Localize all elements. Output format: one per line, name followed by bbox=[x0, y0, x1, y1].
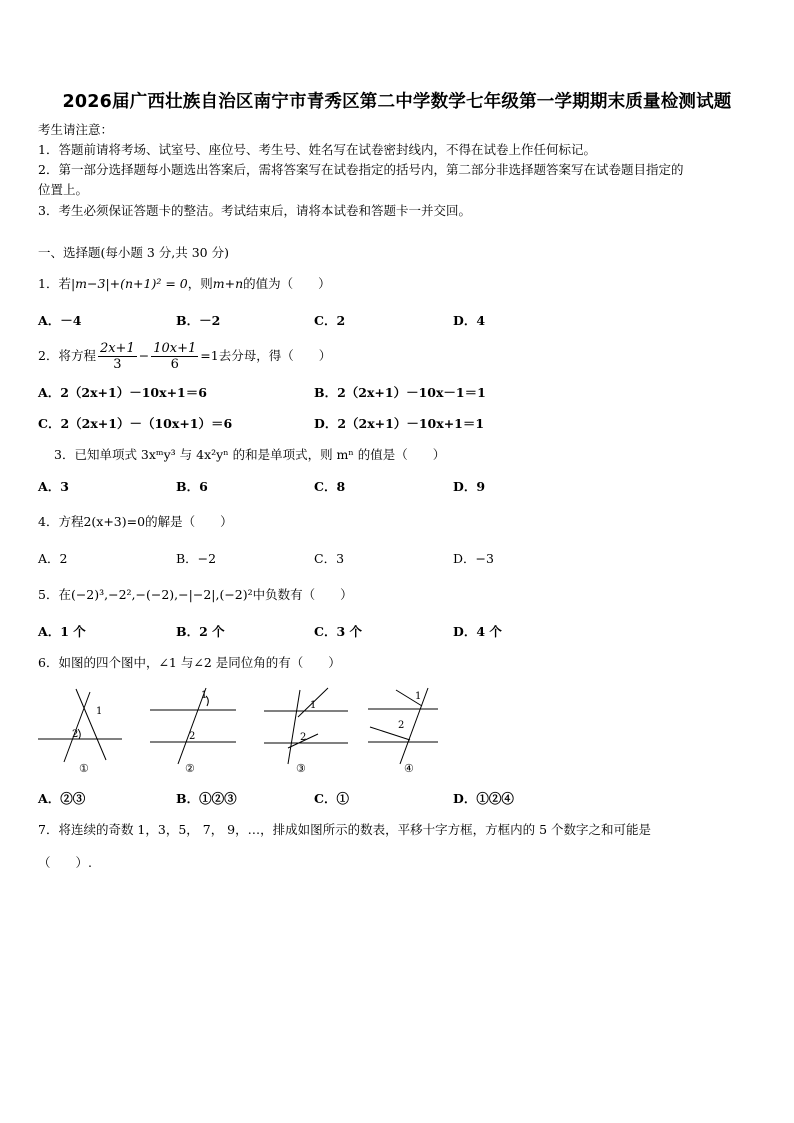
q6-option-d[interactable]: D．①②④ bbox=[453, 791, 514, 806]
question-2 bbox=[38, 336, 331, 376]
q1-option-d[interactable]: D．4 bbox=[453, 313, 486, 328]
q1-suffix: 的值为（ ） bbox=[243, 276, 331, 291]
figure-4-label-2: 2 bbox=[398, 720, 405, 731]
q1-option-c[interactable]: C．2 bbox=[314, 313, 346, 328]
q5-option-a[interactable]: A．1 个 bbox=[38, 624, 86, 639]
figure-2-diagram bbox=[150, 688, 236, 764]
q5-expression: (−2)³,−2²,−(−2),−|−2|,(−2)² bbox=[70, 587, 253, 602]
notice-heading: 考生请注意： bbox=[38, 122, 114, 137]
q2-equals: =1 bbox=[200, 348, 219, 363]
q5-option-c[interactable]: C．3 个 bbox=[314, 624, 362, 639]
figure-4-label-1: 1 bbox=[415, 691, 422, 702]
q3-option-b[interactable]: B．6 bbox=[176, 479, 208, 494]
q5-option-b[interactable]: B．2 个 bbox=[176, 624, 225, 639]
q5-suffix: 中负数有（ ） bbox=[252, 587, 353, 602]
figure-1-caption: ① bbox=[79, 762, 89, 775]
q5-option-d[interactable]: D．4 个 bbox=[453, 624, 502, 639]
q6-option-c[interactable]: C．① bbox=[314, 791, 349, 806]
q4-expression: 2(x+3)=0 bbox=[83, 514, 146, 529]
q1-mid: ，则 bbox=[187, 276, 213, 291]
q2-frac2-denominator: 6 bbox=[170, 357, 179, 372]
figure-1-diagram bbox=[38, 689, 122, 762]
notice-item-2: 2．第一部分选择题每小题选出答案后，需将答案写在试卷指定的括号内，第二部分非选择题答案写在试卷题目指定的 bbox=[38, 162, 684, 177]
q4-option-c[interactable]: C．3 bbox=[314, 551, 345, 566]
q2-option-c[interactable]: C．2（2x+1）－（10x+1）＝6 bbox=[38, 416, 233, 431]
q3-option-a[interactable]: A．3 bbox=[38, 479, 69, 494]
q5-prefix: 5．在 bbox=[38, 587, 71, 602]
figure-4-caption: ④ bbox=[404, 762, 414, 775]
q6-option-a[interactable]: A．②③ bbox=[38, 791, 86, 806]
q2-suffix: 去分母，得（ ） bbox=[218, 348, 332, 363]
notice-item-1: 1．答题前请将考场、试室号、座位号、考生号、姓名写在试卷密封线内，不得在试卷上作任何标记。 bbox=[38, 142, 596, 157]
q1-expression: |m−3|+(n+1)² = 0 bbox=[70, 276, 188, 291]
q1-option-b[interactable]: B．－2 bbox=[176, 313, 221, 328]
q2-frac1-denominator: 3 bbox=[113, 357, 122, 372]
figure-3-diagram bbox=[264, 688, 348, 764]
q2-minus: − bbox=[138, 348, 150, 363]
q1-expression-2: m+n bbox=[212, 276, 244, 291]
q2-option-b[interactable]: B．2（2x+1）－10x－1＝1 bbox=[314, 385, 486, 400]
section-heading: 一、选择题(每小题 3 分,共 30 分) bbox=[38, 245, 229, 260]
question-1 bbox=[38, 276, 331, 292]
figure-2-label-2: 2 bbox=[189, 731, 196, 742]
notice-item-3: 3．考生必须保证答题卡的整洁。考试结束后，请将本试卷和答题卡一并交回。 bbox=[38, 203, 471, 218]
question-4 bbox=[38, 514, 233, 530]
q4-option-d[interactable]: D．−3 bbox=[453, 551, 494, 566]
figure-2-caption: ② bbox=[185, 762, 195, 775]
figure-3-label-2: 2 bbox=[300, 732, 307, 743]
q4-prefix: 4．方程 bbox=[38, 514, 84, 529]
q6-option-b[interactable]: B．①②③ bbox=[176, 791, 237, 806]
q3-option-d[interactable]: D．9 bbox=[453, 479, 486, 494]
q1-prefix: 1．若 bbox=[38, 276, 71, 291]
figure-1-line-slant bbox=[64, 692, 90, 762]
figure-3-vertical bbox=[288, 690, 300, 764]
page-title: 2026届广西壮族自治区南宁市青秀区第二中学数学七年级第一学期期末质量检测试题 bbox=[62, 92, 732, 112]
figure-3-label-1: 1 bbox=[310, 700, 317, 711]
q2-frac1-numerator: 2x+1 bbox=[99, 341, 135, 356]
q4-suffix: 的解是（ ） bbox=[145, 514, 233, 529]
question-6: 6．如图的四个图中，∠1 与∠2 是同位角的有（ ） bbox=[38, 655, 341, 670]
q3-option-c[interactable]: C．8 bbox=[314, 479, 346, 494]
question-5 bbox=[38, 587, 353, 603]
q6-angle-figures bbox=[30, 682, 450, 777]
q4-option-a[interactable]: A．2 bbox=[38, 551, 68, 566]
q2-prefix: 2．将方程 bbox=[38, 348, 96, 363]
q4-option-b[interactable]: B．−2 bbox=[176, 551, 217, 566]
q2-fraction-1 bbox=[98, 341, 137, 372]
question-7-line-2: （ ）. bbox=[38, 855, 92, 870]
figure-1-line-steep bbox=[76, 689, 106, 760]
figure-1-label-2: 2 bbox=[72, 729, 79, 740]
notice-item-2-cont: 位置上。 bbox=[38, 182, 89, 197]
question-7-line-1: 7．将连续的奇数 1，3，5， 7， 9，…，排成如图所示的数表，平移十字方框，方框内的 5 个数字之和可能是 bbox=[38, 822, 652, 837]
figure-2-label-1: 1 bbox=[201, 690, 208, 701]
q1-option-a[interactable]: A．－4 bbox=[38, 313, 82, 328]
figure-3-caption: ③ bbox=[296, 762, 306, 775]
q2-frac2-numerator: 10x+1 bbox=[153, 341, 197, 356]
question-3: 3．已知单项式 3xᵐy³ 与 4x²yⁿ 的和是单项式，则 mⁿ 的值是（ ） bbox=[54, 447, 446, 462]
q2-option-a[interactable]: A．2（2x+1）－10x+1＝6 bbox=[38, 385, 207, 400]
figure-1-label-1: 1 bbox=[96, 706, 103, 717]
q2-option-d[interactable]: D．2（2x+1）－10x+1＝1 bbox=[314, 416, 485, 431]
q2-fraction-2 bbox=[151, 341, 198, 372]
